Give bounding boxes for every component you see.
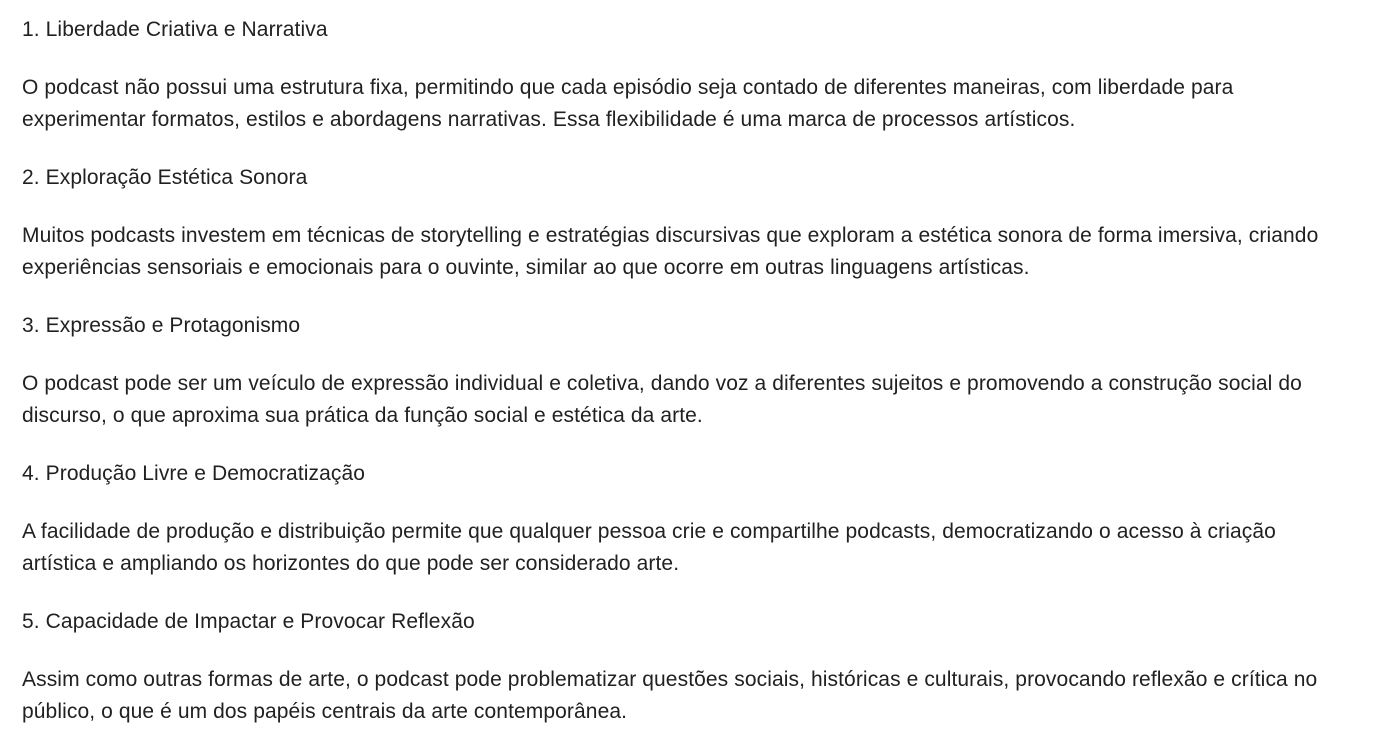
section-4-heading: 4. Produção Livre e Democratização xyxy=(22,462,366,485)
section-2-heading: 2. Exploração Estética Sonora xyxy=(22,166,308,189)
section-2-paragraph: Muitos podcasts investem em técnicas de storytelling e estratégias discursivas que exploram a estética sonora de forma imersiva, criando experiências sensoriais e emocionais para o ouvinte, similar ao que ocorre em outras linguagens artísticas. xyxy=(22,224,1319,279)
section-3-heading: 3. Expressão e Protagonismo xyxy=(22,314,301,337)
section-3-paragraph: O podcast pode ser um veículo de expressão individual e coletiva, dando voz a diferentes sujeitos e promovendo a construção social do discurso, o que aproxima sua prática da função social e estética da arte. xyxy=(22,372,1302,427)
section-5 xyxy=(22,606,1347,728)
section-5-paragraph: Assim como outras formas de arte, o podcast pode problematizar questões sociais, históricas e culturais, provocando reflexão e crítica no público, o que é um dos papéis centrais da arte contemporânea. xyxy=(22,668,1318,723)
section-2 xyxy=(22,162,1347,284)
section-1-heading: 1. Liberdade Criativa e Narrativa xyxy=(22,18,328,41)
section-5-heading: 5. Capacidade de Impactar e Provocar Reflexão xyxy=(22,610,475,633)
section-4 xyxy=(22,458,1347,580)
section-3 xyxy=(22,310,1347,432)
section-1 xyxy=(22,14,1347,136)
section-1-paragraph: O podcast não possui uma estrutura fixa, permitindo que cada episódio seja contado de diferentes maneiras, com liberdade para experimentar formatos, estilos e abordagens narrativas. Essa flexibilidade é uma marca de processos artísticos. xyxy=(22,76,1234,131)
section-4-paragraph: A facilidade de produção e distribuição permite que qualquer pessoa crie e compartilhe podcasts, democratizando o acesso à criação artística e ampliando os horizontes do que pode ser considerado arte. xyxy=(22,520,1276,575)
